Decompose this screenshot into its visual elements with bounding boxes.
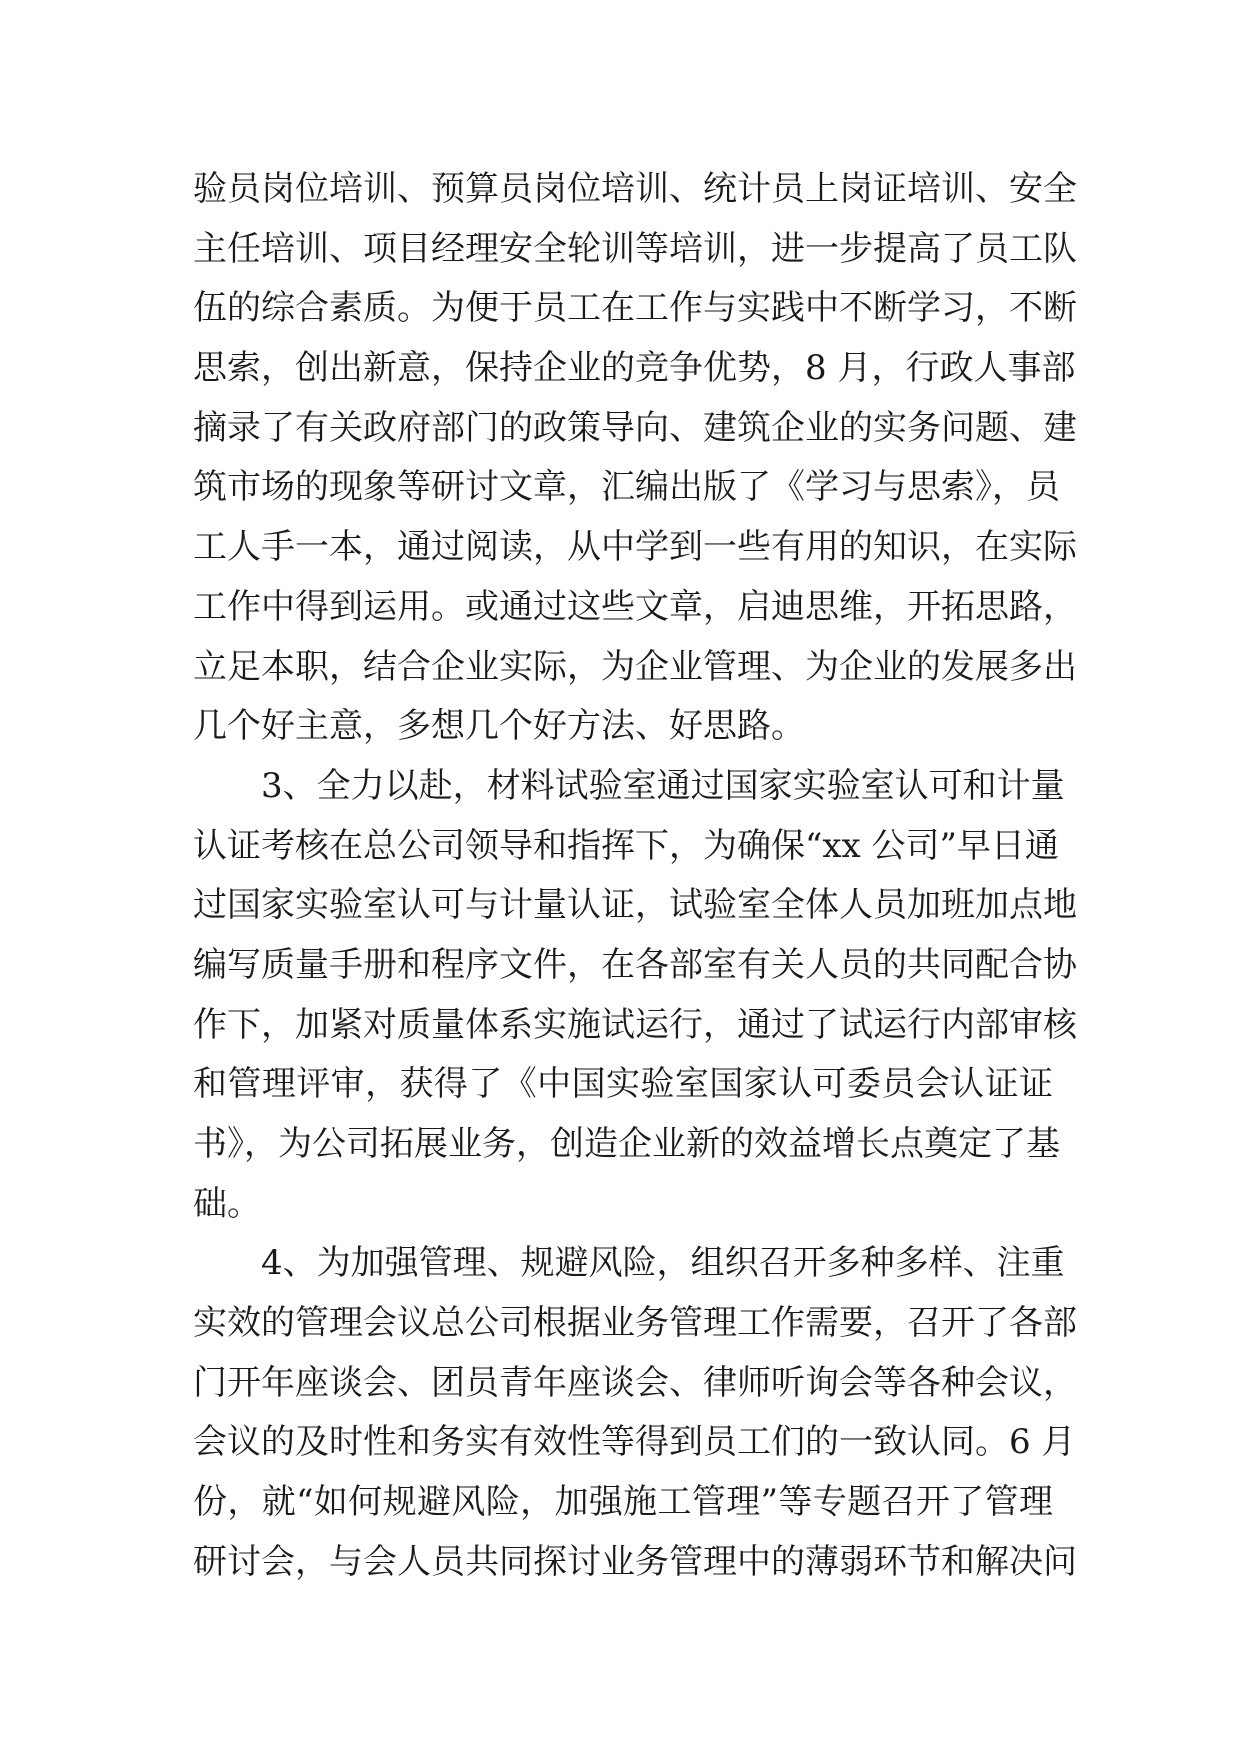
text-line: 研讨会，与会人员共同探讨业务管理中的薄弱环节和解决问 bbox=[193, 1541, 1077, 1582]
text-line: 伍的综合素质。为便于员工在工作与实践中不断学习，不断 bbox=[193, 288, 1077, 329]
text-line: 和管理评审，获得了《中国实验室国家认可委员会认证证 bbox=[193, 1064, 1053, 1105]
text-line: 认证考核在总公司领导和指挥下，为确保“xx 公司”早日通 bbox=[193, 825, 1059, 866]
text-line: 几个好主意，多想几个好方法、好思路。 bbox=[193, 706, 805, 747]
paragraph bbox=[193, 757, 1077, 1235]
text-line: 础。 bbox=[193, 1183, 261, 1224]
text-line: 立足本职，结合企业实际，为企业管理、为企业的发展多出 bbox=[193, 646, 1077, 687]
paragraph bbox=[193, 160, 1077, 757]
text-line: 工作中得到运用。或通过这些文章，启迪思维，开拓思路， bbox=[193, 586, 1077, 627]
text-line: 份，就“如何规避风险，加强施工管理”等专题召开了管理 bbox=[193, 1482, 1053, 1523]
text-line: 思索，创出新意，保持企业的竞争优势，8 月，行政人事部 bbox=[193, 348, 1076, 389]
text-line: 书》，为公司拓展业务，创造企业新的效益增长点奠定了基 bbox=[193, 1124, 1060, 1164]
text-line: 编写质量手册和程序文件，在各部室有关人员的共同配合协 bbox=[193, 944, 1077, 985]
text-line: 摘录了有关政府部门的政策导向、建筑企业的实务问题、建 bbox=[193, 407, 1077, 448]
text-line: 主任培训、项目经理安全轮训等培训，进一步提高了员工队 bbox=[193, 228, 1077, 269]
text-line: 会议的及时性和务实有效性等得到员工们的一致认同。6 月 bbox=[193, 1422, 1076, 1463]
text-line: 筑市场的现象等研讨文章，汇编出版了《学习与思索》，员 bbox=[193, 467, 1060, 508]
text-line: 实效的管理会议总公司根据业务管理工作需要，召开了各部 bbox=[193, 1303, 1077, 1344]
text-line: 验员岗位培训、预算员岗位培训、统计员上岗证培训、安全 bbox=[193, 169, 1077, 209]
text-line: 门开年座谈会、团员青年座谈会、律师听询会等各种会议， bbox=[193, 1362, 1077, 1403]
document-body bbox=[193, 160, 1077, 1593]
text-line: 过国家实验室认可与计量认证，试验室全体人员加班加点地 bbox=[193, 885, 1077, 926]
text-line: 工人手一本，通过阅读，从中学到一些有用的知识，在实际 bbox=[193, 527, 1077, 568]
paragraph bbox=[193, 1234, 1077, 1592]
text-line: 3、全力以赴，材料试验室通过国家实验室认可和计量 bbox=[261, 765, 1065, 806]
text-line: 4、为加强管理、规避风险，组织召开多种多样、注重 bbox=[261, 1243, 1065, 1284]
text-line: 作下，加紧对质量体系实施试运行，通过了试运行内部审核 bbox=[193, 1004, 1077, 1045]
